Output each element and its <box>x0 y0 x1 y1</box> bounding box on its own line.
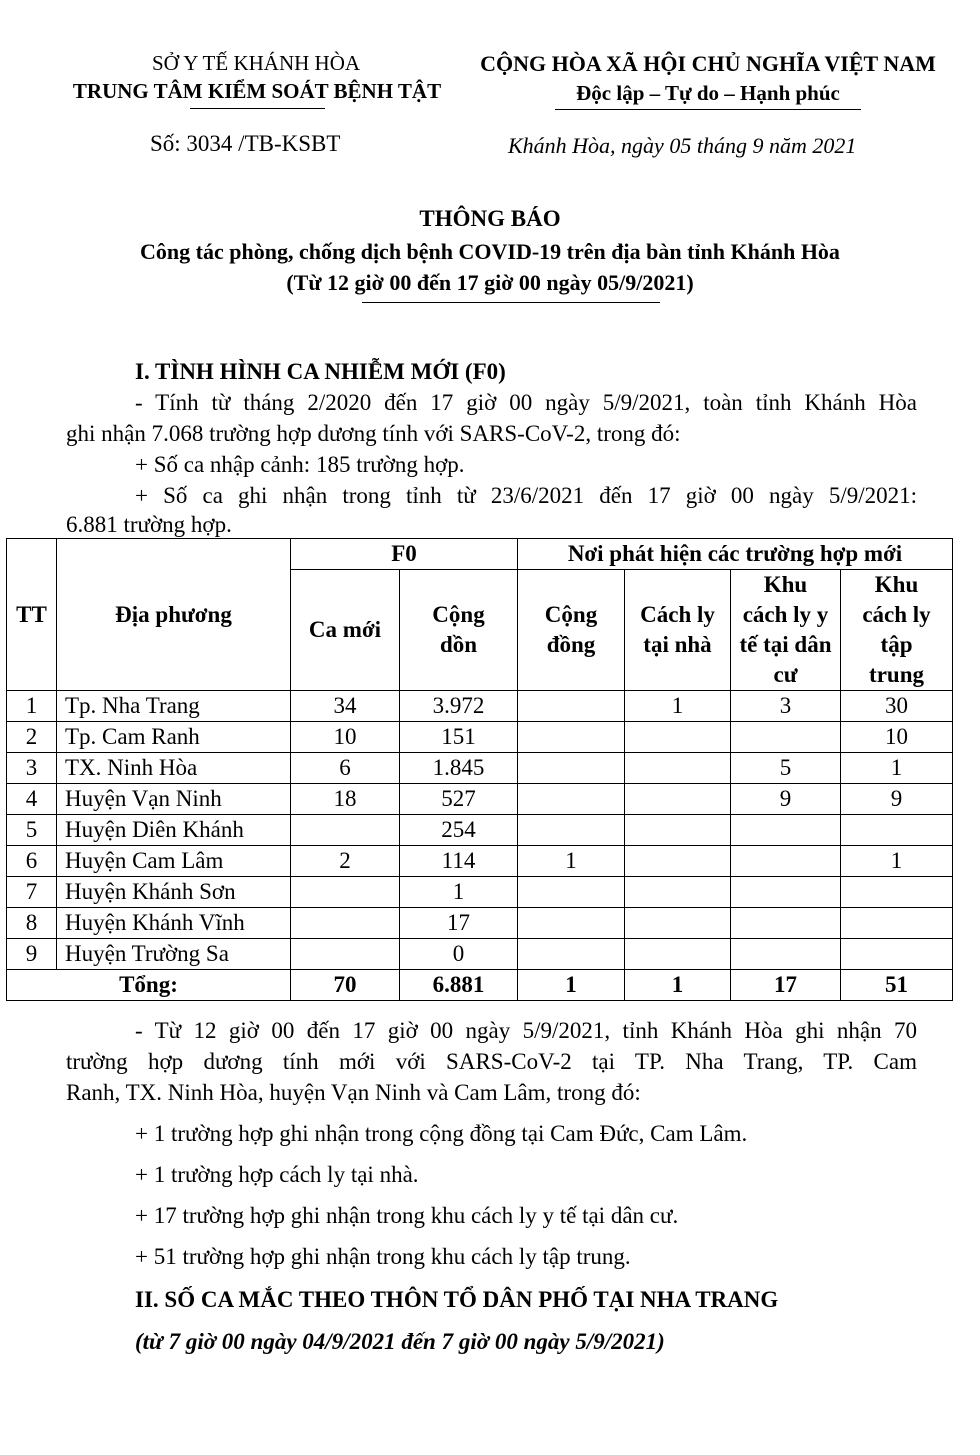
cell-new <box>291 815 400 846</box>
cell-home <box>625 939 731 970</box>
cell-location: Huyện Khánh Sơn <box>57 877 291 908</box>
cell-central <box>841 877 953 908</box>
cell-tt: 4 <box>7 784 57 815</box>
total-home: 1 <box>625 970 731 1001</box>
table-row <box>7 846 953 877</box>
table-row <box>7 908 953 939</box>
cell-community <box>518 908 625 939</box>
cell-community <box>518 939 625 970</box>
section1-p3-line2: 6.881 trường hợp. <box>66 512 232 537</box>
cell-residential <box>731 939 841 970</box>
cell-new: 18 <box>291 784 400 815</box>
cell-home <box>625 877 731 908</box>
cell-tt: 5 <box>7 815 57 846</box>
total-residential: 17 <box>731 970 841 1001</box>
header-central-isolation: Khu cách ly tập trung <box>841 570 953 691</box>
cell-location: Huyện Trường Sa <box>57 939 291 970</box>
cell-residential <box>731 877 841 908</box>
total-label: Tổng: <box>7 970 291 1001</box>
header-residential-isolation: Khu cách ly y tế tại dân cư <box>731 570 841 691</box>
cell-central: 9 <box>841 784 953 815</box>
document-subtitle: Công tác phòng, chống dịch bệnh COVID-19 trên địa bàn tỉnh Khánh Hòa <box>140 239 840 264</box>
cell-cum: 0 <box>400 939 518 970</box>
cell-cum: 1.845 <box>400 753 518 784</box>
cell-tt: 9 <box>7 939 57 970</box>
header-cumulative: Cộng dồn <box>400 570 518 691</box>
cell-home <box>625 722 731 753</box>
document-title: THÔNG BÁO <box>419 206 561 231</box>
table-row <box>7 753 953 784</box>
cell-central <box>841 908 953 939</box>
cell-home <box>625 846 731 877</box>
after-table-p1-line2: trường hợp dương tính mới với SARS-CoV-2 tại TP. Nha Trang, TP. Cam <box>66 1049 917 1074</box>
cases-table <box>6 538 953 1001</box>
cell-cum: 1 <box>400 877 518 908</box>
cell-new <box>291 908 400 939</box>
cell-tt: 3 <box>7 753 57 784</box>
bullet-home: + 1 trường hợp cách ly tại nhà. <box>135 1162 419 1187</box>
header-home-isolation: Cách ly tại nhà <box>625 570 731 691</box>
cell-location: Huyện Vạn Ninh <box>57 784 291 815</box>
table-row <box>7 691 953 722</box>
cell-community <box>518 753 625 784</box>
cell-residential <box>731 846 841 877</box>
cell-tt: 2 <box>7 722 57 753</box>
cell-community <box>518 877 625 908</box>
total-cum: 6.881 <box>400 970 518 1001</box>
cell-location: Huyện Cam Lâm <box>57 846 291 877</box>
cell-cum: 151 <box>400 722 518 753</box>
header-new-cases: Ca mới <box>291 570 400 691</box>
cell-central: 10 <box>841 722 953 753</box>
cell-residential <box>731 815 841 846</box>
cell-community <box>518 722 625 753</box>
cell-new: 2 <box>291 846 400 877</box>
cell-new: 6 <box>291 753 400 784</box>
cell-tt: 8 <box>7 908 57 939</box>
total-community: 1 <box>518 970 625 1001</box>
bullet-central: + 51 trường hợp ghi nhận trong khu cách ly tập trung. <box>135 1244 631 1269</box>
cell-location: Tp. Nha Trang <box>57 691 291 722</box>
bullet-community: + 1 trường hợp ghi nhận trong cộng đồng tại Cam Đức, Cam Lâm. <box>135 1121 748 1146</box>
cell-central <box>841 939 953 970</box>
cell-new: 34 <box>291 691 400 722</box>
cell-community <box>518 691 625 722</box>
title-underline <box>362 302 660 303</box>
header-f0: F0 <box>291 539 518 570</box>
cell-cum: 17 <box>400 908 518 939</box>
section1-p1-line1: - Tính từ tháng 2/2020 đến 17 giờ 00 ngày 5/9/2021, toàn tỉnh Khánh Hòa <box>135 390 917 415</box>
cell-residential <box>731 908 841 939</box>
after-table-p1-line3: Ranh, TX. Ninh Hòa, huyện Vạn Ninh và Cam Lâm, trong đó: <box>66 1080 641 1105</box>
total-new: 70 <box>291 970 400 1001</box>
cell-home <box>625 815 731 846</box>
header-tt: TT <box>7 539 57 691</box>
section1-p2: + Số ca nhập cảnh: 185 trường hợp. <box>135 452 465 477</box>
table-body <box>7 691 953 970</box>
cell-home: 1 <box>625 691 731 722</box>
national-motto: Độc lập – Tự do – Hạnh phúc <box>576 81 840 105</box>
cell-community <box>518 815 625 846</box>
cell-residential: 5 <box>731 753 841 784</box>
cell-residential <box>731 722 841 753</box>
header-location: Địa phương <box>57 539 291 691</box>
table-total-row <box>7 970 953 1001</box>
document-period: (Từ 12 giờ 00 đến 17 giờ 00 ngày 05/9/2021) <box>286 270 694 295</box>
cell-cum: 114 <box>400 846 518 877</box>
cell-central: 1 <box>841 846 953 877</box>
cell-community: 1 <box>518 846 625 877</box>
cell-cum: 527 <box>400 784 518 815</box>
section1-heading: I. TÌNH HÌNH CA NHIỄM MỚI (F0) <box>135 359 506 384</box>
table-header-row <box>7 539 953 570</box>
cell-central: 30 <box>841 691 953 722</box>
cell-residential: 9 <box>731 784 841 815</box>
table-row <box>7 939 953 970</box>
after-table-p1-line1: - Từ 12 giờ 00 đến 17 giờ 00 ngày 5/9/2021, tỉnh Khánh Hòa ghi nhận 70 <box>135 1018 917 1043</box>
cell-tt: 6 <box>7 846 57 877</box>
header-community: Cộng đồng <box>518 570 625 691</box>
cell-residential: 3 <box>731 691 841 722</box>
bullet-residential: + 17 trường hợp ghi nhận trong khu cách ly y tế tại dân cư. <box>135 1203 679 1228</box>
national-title: CỘNG HÒA XÃ HỘI CHỦ NGHĨA VIỆT NAM <box>480 51 936 76</box>
cell-tt: 1 <box>7 691 57 722</box>
cell-central <box>841 815 953 846</box>
section1-p3-line1: + Số ca ghi nhận trong tỉnh từ 23/6/2021 đến 17 giờ 00 ngày 5/9/2021: <box>135 483 917 508</box>
document-number: Số: 3034 /TB-KSBT <box>150 131 341 156</box>
motto-underline <box>555 109 861 110</box>
table-row <box>7 784 953 815</box>
cell-community <box>518 784 625 815</box>
cell-location: Huyện Diên Khánh <box>57 815 291 846</box>
cell-new: 10 <box>291 722 400 753</box>
cell-location: TX. Ninh Hòa <box>57 753 291 784</box>
agency-underline <box>190 108 325 109</box>
document-date: Khánh Hòa, ngày 05 tháng 9 năm 2021 <box>508 133 857 158</box>
table-row <box>7 877 953 908</box>
cell-new <box>291 877 400 908</box>
table-row <box>7 815 953 846</box>
cell-location: Tp. Cam Ranh <box>57 722 291 753</box>
total-central: 51 <box>841 970 953 1001</box>
section1-p1-line2: ghi nhận 7.068 trường hợp dương tính với SARS-CoV-2, trong đó: <box>66 421 681 446</box>
agency-name: TRUNG TÂM KIỂM SOÁT BỆNH TẬT <box>72 79 442 103</box>
cell-tt: 7 <box>7 877 57 908</box>
table-row <box>7 722 953 753</box>
cell-cum: 254 <box>400 815 518 846</box>
cell-new <box>291 939 400 970</box>
cell-home <box>625 908 731 939</box>
header-detection: Nơi phát hiện các trường hợp mới <box>518 539 953 570</box>
section2-heading: II. SỐ CA MẮC THEO THÔN TỔ DÂN PHỐ TẠI NHA TRANG <box>135 1287 779 1312</box>
section2-period: (từ 7 giờ 00 ngày 04/9/2021 đến 7 giờ 00 ngày 5/9/2021) <box>135 1329 665 1354</box>
cell-location: Huyện Khánh Vĩnh <box>57 908 291 939</box>
cell-home <box>625 784 731 815</box>
cell-home <box>625 753 731 784</box>
agency-parent: SỞ Y TẾ KHÁNH HÒA <box>151 51 361 75</box>
cell-cum: 3.972 <box>400 691 518 722</box>
cell-central: 1 <box>841 753 953 784</box>
